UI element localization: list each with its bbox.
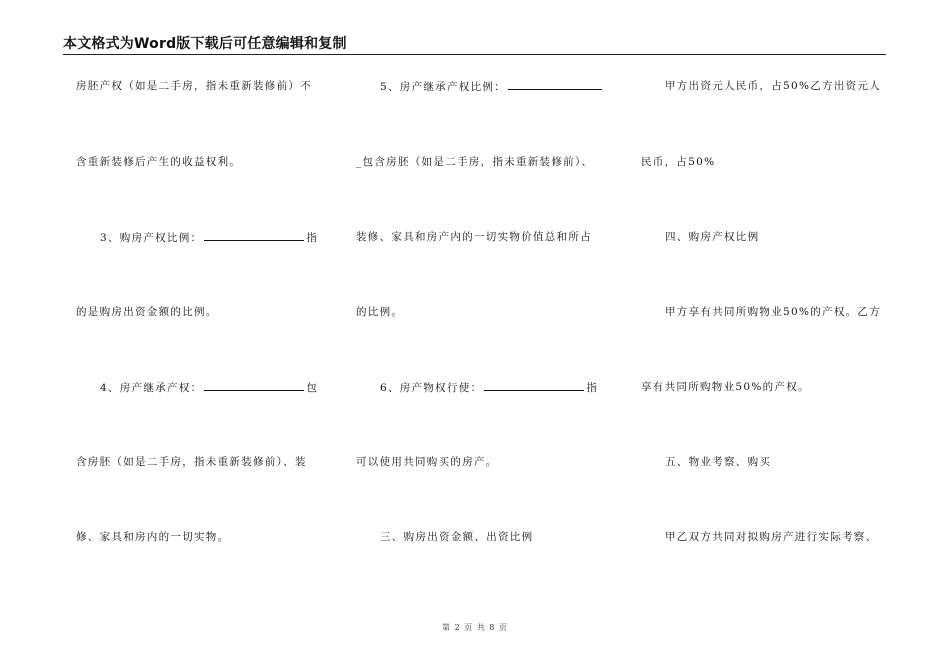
text-column-2 <box>356 0 600 672</box>
col2-line-6: 可以使用共同购买的房产。 <box>356 456 498 468</box>
col3-line-3: 四、购房产权比例 <box>665 231 760 243</box>
text-column-3 <box>641 0 885 672</box>
col2-line-5 <box>356 380 598 395</box>
text-column-1 <box>76 0 320 672</box>
fill-in-blank <box>508 79 602 90</box>
col3-line-4: 甲方享有共同所购物业50%的产权。乙方 <box>665 306 882 318</box>
col3-line-7: 甲乙双方共同对拟购房产进行实际考察、 <box>665 531 878 543</box>
page-number-footer: 第 2 页 共 8 页 <box>442 623 508 632</box>
col2-line-1 <box>356 79 604 94</box>
col2-line-4: 的比例。 <box>356 306 404 318</box>
col2-line-5-label: 6、房产物权行使： <box>380 382 483 394</box>
fill-in-blank <box>204 380 304 391</box>
col1-line-3 <box>76 230 318 245</box>
col1-line-5-label: 4、房产继承产权： <box>100 382 203 394</box>
col1-line-7: 修、家具和房内的一切实物。 <box>76 531 230 543</box>
col2-line-7: 三、购房出资金额、出资比例 <box>380 531 534 543</box>
col1-line-6: 含房胚（如是二手房，指未重新装修前）、装 <box>76 456 307 468</box>
col2-line-5-tail: 指 <box>586 382 599 394</box>
col1-line-2: 含重新装修后产生的收益权利。 <box>76 156 242 168</box>
col3-line-6: 五、物业考察、购买 <box>665 456 772 468</box>
col3-line-1: 甲方出资元人民币，占50%乙方出资元人 <box>665 80 882 92</box>
col1-line-5-tail: 包 <box>306 382 319 394</box>
col1-line-3-tail: 指 <box>306 232 319 244</box>
col3-line-5: 享有共同所购物业50%的产权。 <box>641 381 810 393</box>
col3-line-2: 民币，占50% <box>641 156 716 168</box>
col1-line-3-label: 3、购房产权比例： <box>100 232 203 244</box>
fill-in-blank <box>484 380 584 391</box>
col1-line-4: 的是购房出资金额的比例。 <box>76 306 218 318</box>
fill-in-blank <box>204 230 304 241</box>
col1-line-5 <box>76 380 318 395</box>
col1-line-1: 房胚产权（如是二手房，指未重新装修前）不 <box>76 80 312 92</box>
col2-line-2: _包含房胚（如是二手房，指未重新装修前）、 <box>356 156 594 168</box>
document-header-title: 本文格式为Word版下载后可任意编辑和复制 <box>63 36 347 52</box>
col2-line-1-label: 5、房产继承产权比例： <box>380 81 506 93</box>
col2-line-3: 装修、家具和房产内的一切实物价值总和所占 <box>356 231 592 243</box>
